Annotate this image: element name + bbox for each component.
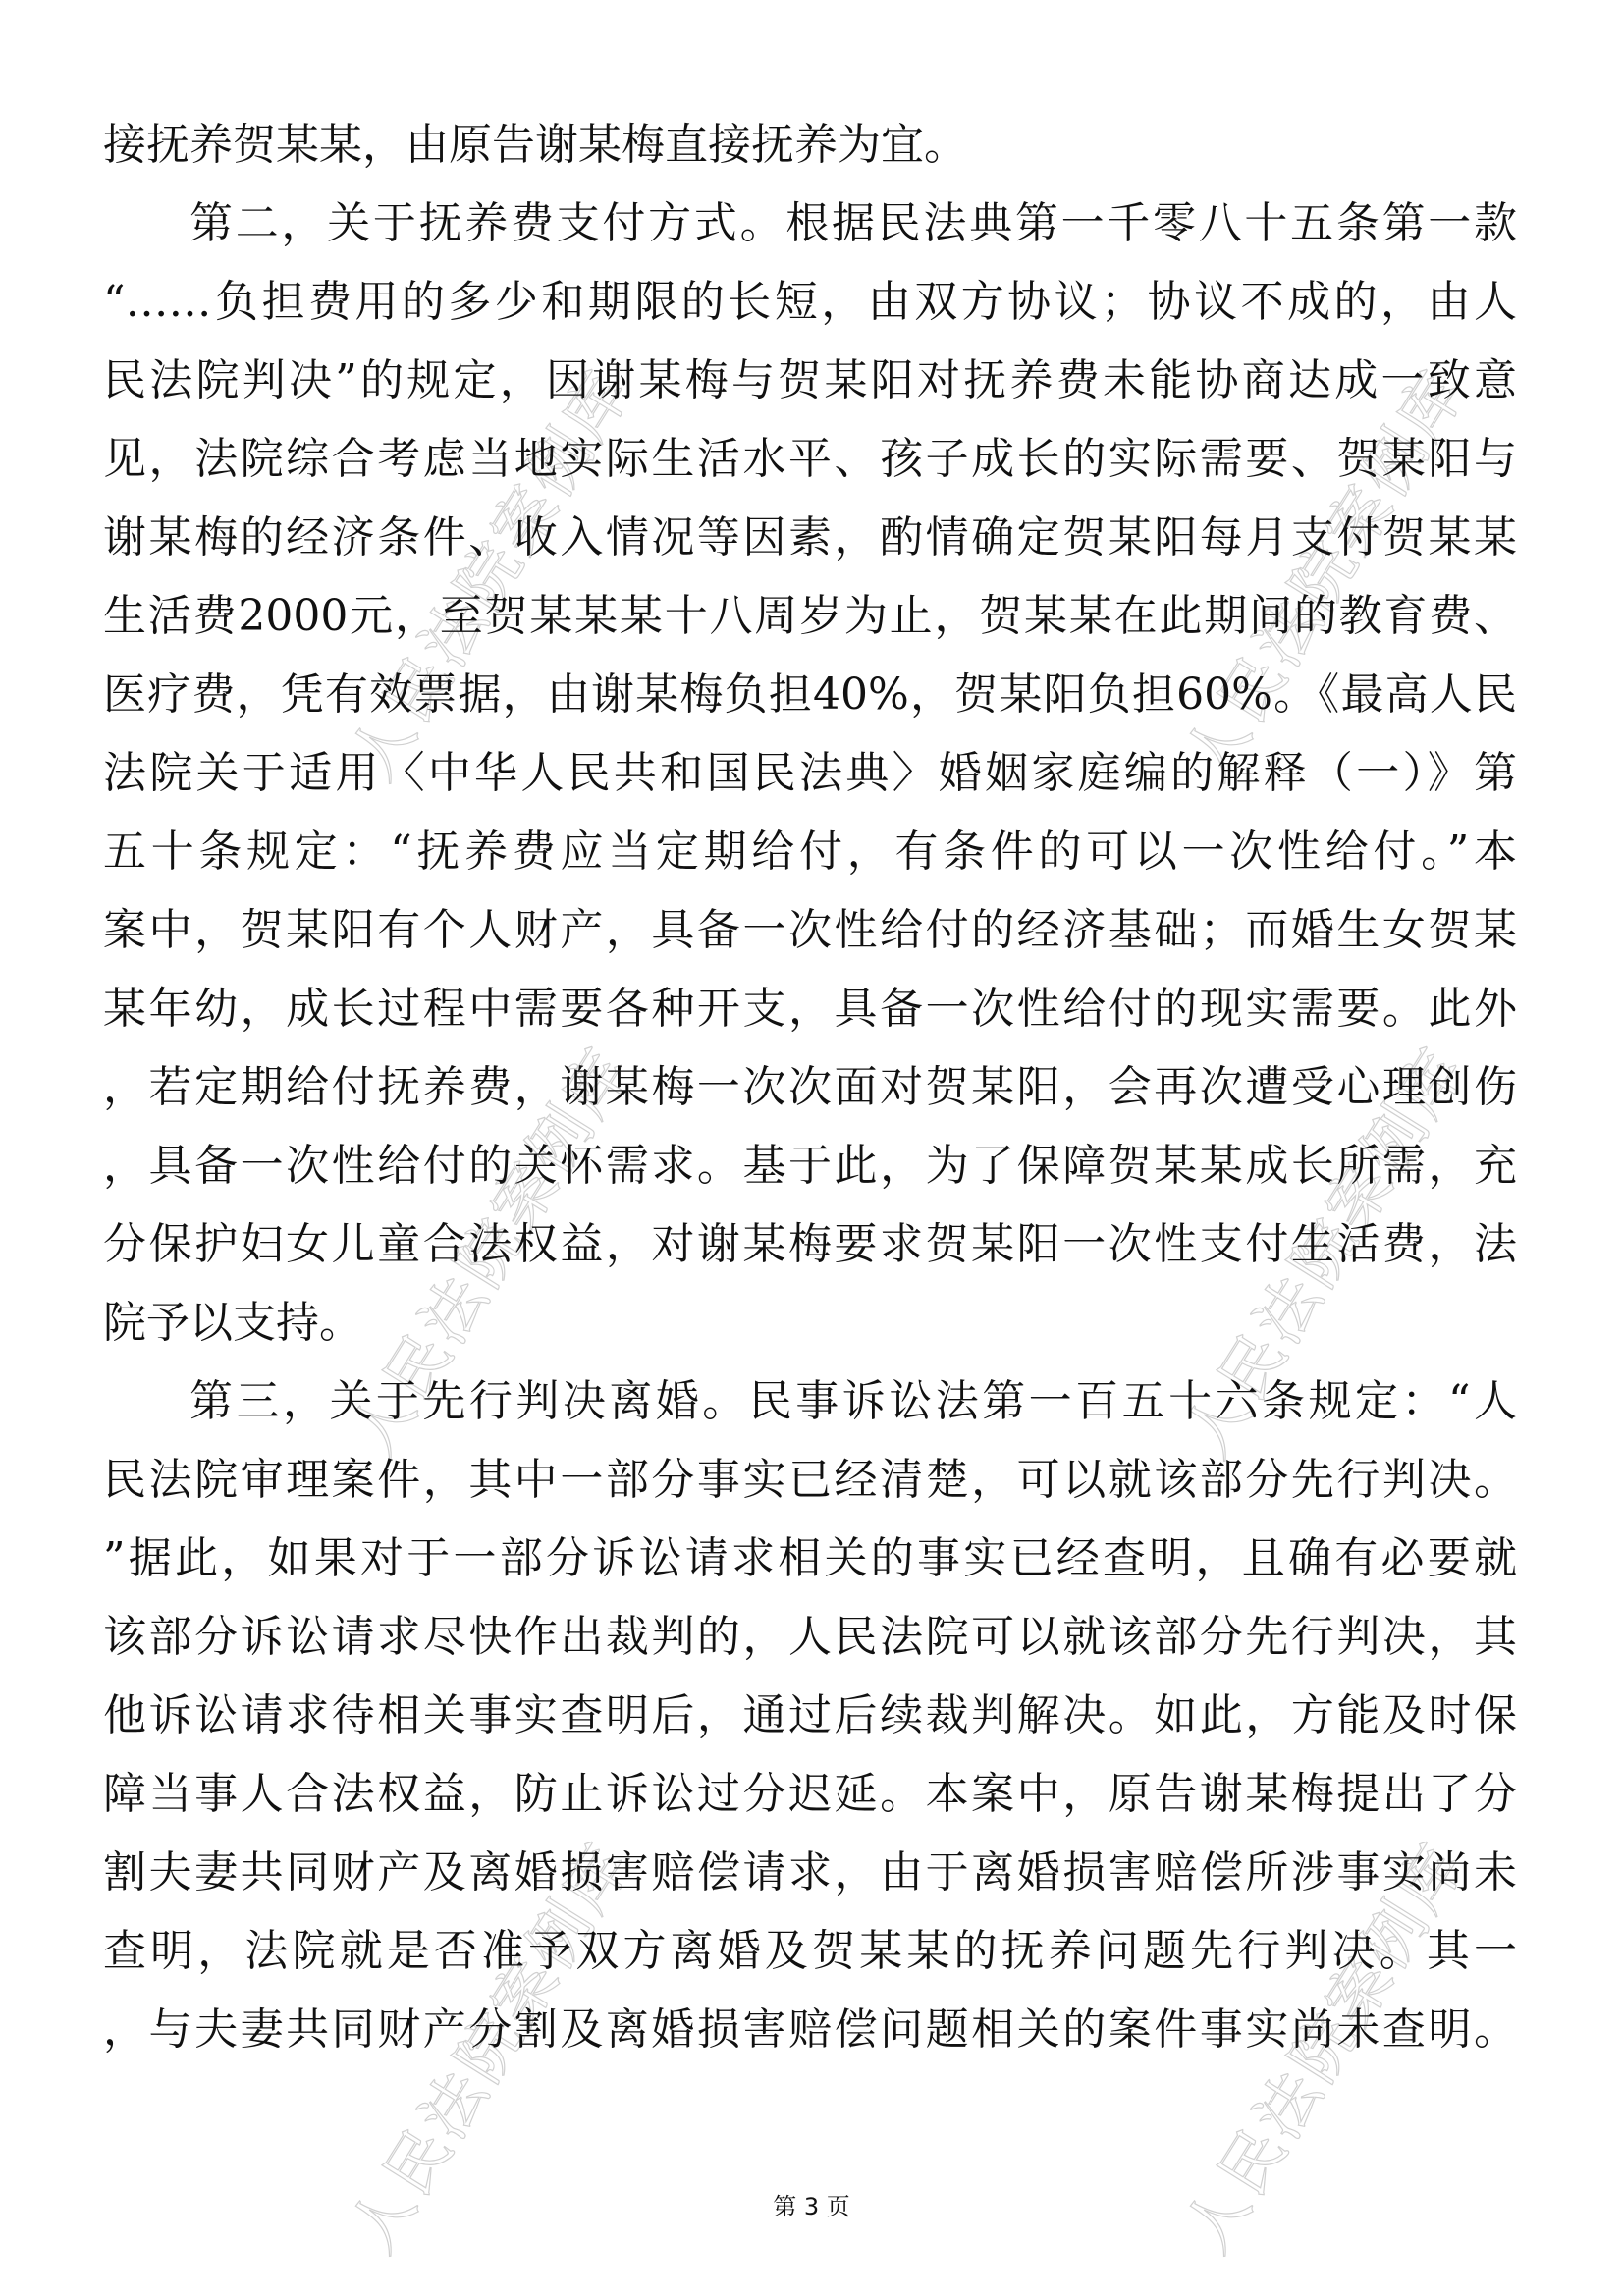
watermark: 人民法院案例库 xyxy=(1170,1830,1481,2266)
page-number: 第 3 页 xyxy=(773,2193,850,2220)
watermark: 人民法院案例库 xyxy=(336,1830,646,2266)
watermark: 人民法院案例库 xyxy=(336,1035,646,1470)
body-text xyxy=(103,106,1517,2069)
text-line: 谢某梅的经济条件、收入情况等因素，酌情确定贺某阳每月支付贺某某 xyxy=(103,512,1517,562)
watermark: 人民法院案例库 xyxy=(336,357,646,793)
text-line: 见，法院综合考虑当地实际生活水平、孩子成长的实际需要、贺某阳与 xyxy=(103,434,1517,484)
text-line: 案中，贺某阳有个人财产，具备一次性给付的经济基础；而婚生女贺某 xyxy=(103,905,1517,955)
text-line: 医疗费，凭有效票据，由谢某梅负担40%，贺某阳负担60%。《最高人民 xyxy=(103,669,1517,720)
text-line: 第三，关于先行判决离婚。民事诉讼法第一百五十六条规定：“人 xyxy=(189,1376,1517,1426)
text-line: 民法院审理案件，其中一部分事实已经清楚，可以就该部分先行判决。 xyxy=(103,1455,1517,1505)
text-line: 某年幼，成长过程中需要各种开支，具备一次性给付的现实需要。此外 xyxy=(103,984,1517,1034)
text-line: “……负担费用的多少和期限的长短，由双方协议；协议不成的，由人 xyxy=(103,277,1517,327)
text-line: 法院关于适用〈中华人民共和国民法典〉婚姻家庭编的解释（一）》第 xyxy=(103,748,1517,798)
text-line: ，与夫妻共同财产分割及离婚损害赔偿问题相关的案件事实尚未查明。 xyxy=(103,2004,1517,2055)
text-line: 该部分诉讼请求尽快作出裁判的，人民法院可以就该部分先行判决，其 xyxy=(103,1612,1517,1662)
text-line: 障当事人合法权益，防止诉讼过分迟延。本案中，原告谢某梅提出了分 xyxy=(103,1769,1517,1819)
text-line: 割夫妻共同财产及离婚损害赔偿请求，由于离婚损害赔偿所涉事实尚未 xyxy=(103,1847,1517,1897)
watermark: 人民法院案例库 xyxy=(1170,357,1481,793)
text-line: 生活费2000元，至贺某某某十八周岁为止，贺某某在此期间的教育费、 xyxy=(103,591,1517,641)
text-line: 民法院判决”的规定，因谢某梅与贺某阳对抚养费未能协商达成一致意 xyxy=(103,355,1517,405)
text-line: 接抚养贺某某，由原告谢某梅直接抚养为宜。 xyxy=(103,120,967,170)
text-line: 五十条规定：“抚养费应当定期给付，有条件的可以一次性给付。”本 xyxy=(103,827,1517,877)
text-line: 院予以支持。 xyxy=(103,1298,362,1348)
text-line: 查明，法院就是否准予双方离婚及贺某某的抚养问题先行判决。其一 xyxy=(103,1926,1517,1976)
watermark: 人民法院案例库 xyxy=(1170,1035,1481,1470)
text-line: 他诉讼请求待相关事实查明后，通过后续裁判解决。如此，方能及时保 xyxy=(103,1690,1517,1740)
text-line: ，若定期给付抚养费，谢某梅一次次面对贺某阳，会再次遭受心理创伤 xyxy=(103,1062,1517,1112)
text-line: ，具备一次性给付的关怀需求。基于此，为了保障贺某某成长所需，充 xyxy=(103,1141,1517,1191)
text-line: ”据此，如果对于一部分诉讼请求相关的事实已经查明，且确有必要就 xyxy=(103,1533,1517,1583)
text-line: 第二，关于抚养费支付方式。根据民法典第一千零八十五条第一款 xyxy=(189,198,1517,248)
text-line: 分保护妇女儿童合法权益，对谢某梅要求贺某阳一次性支付生活费，法 xyxy=(103,1219,1517,1269)
